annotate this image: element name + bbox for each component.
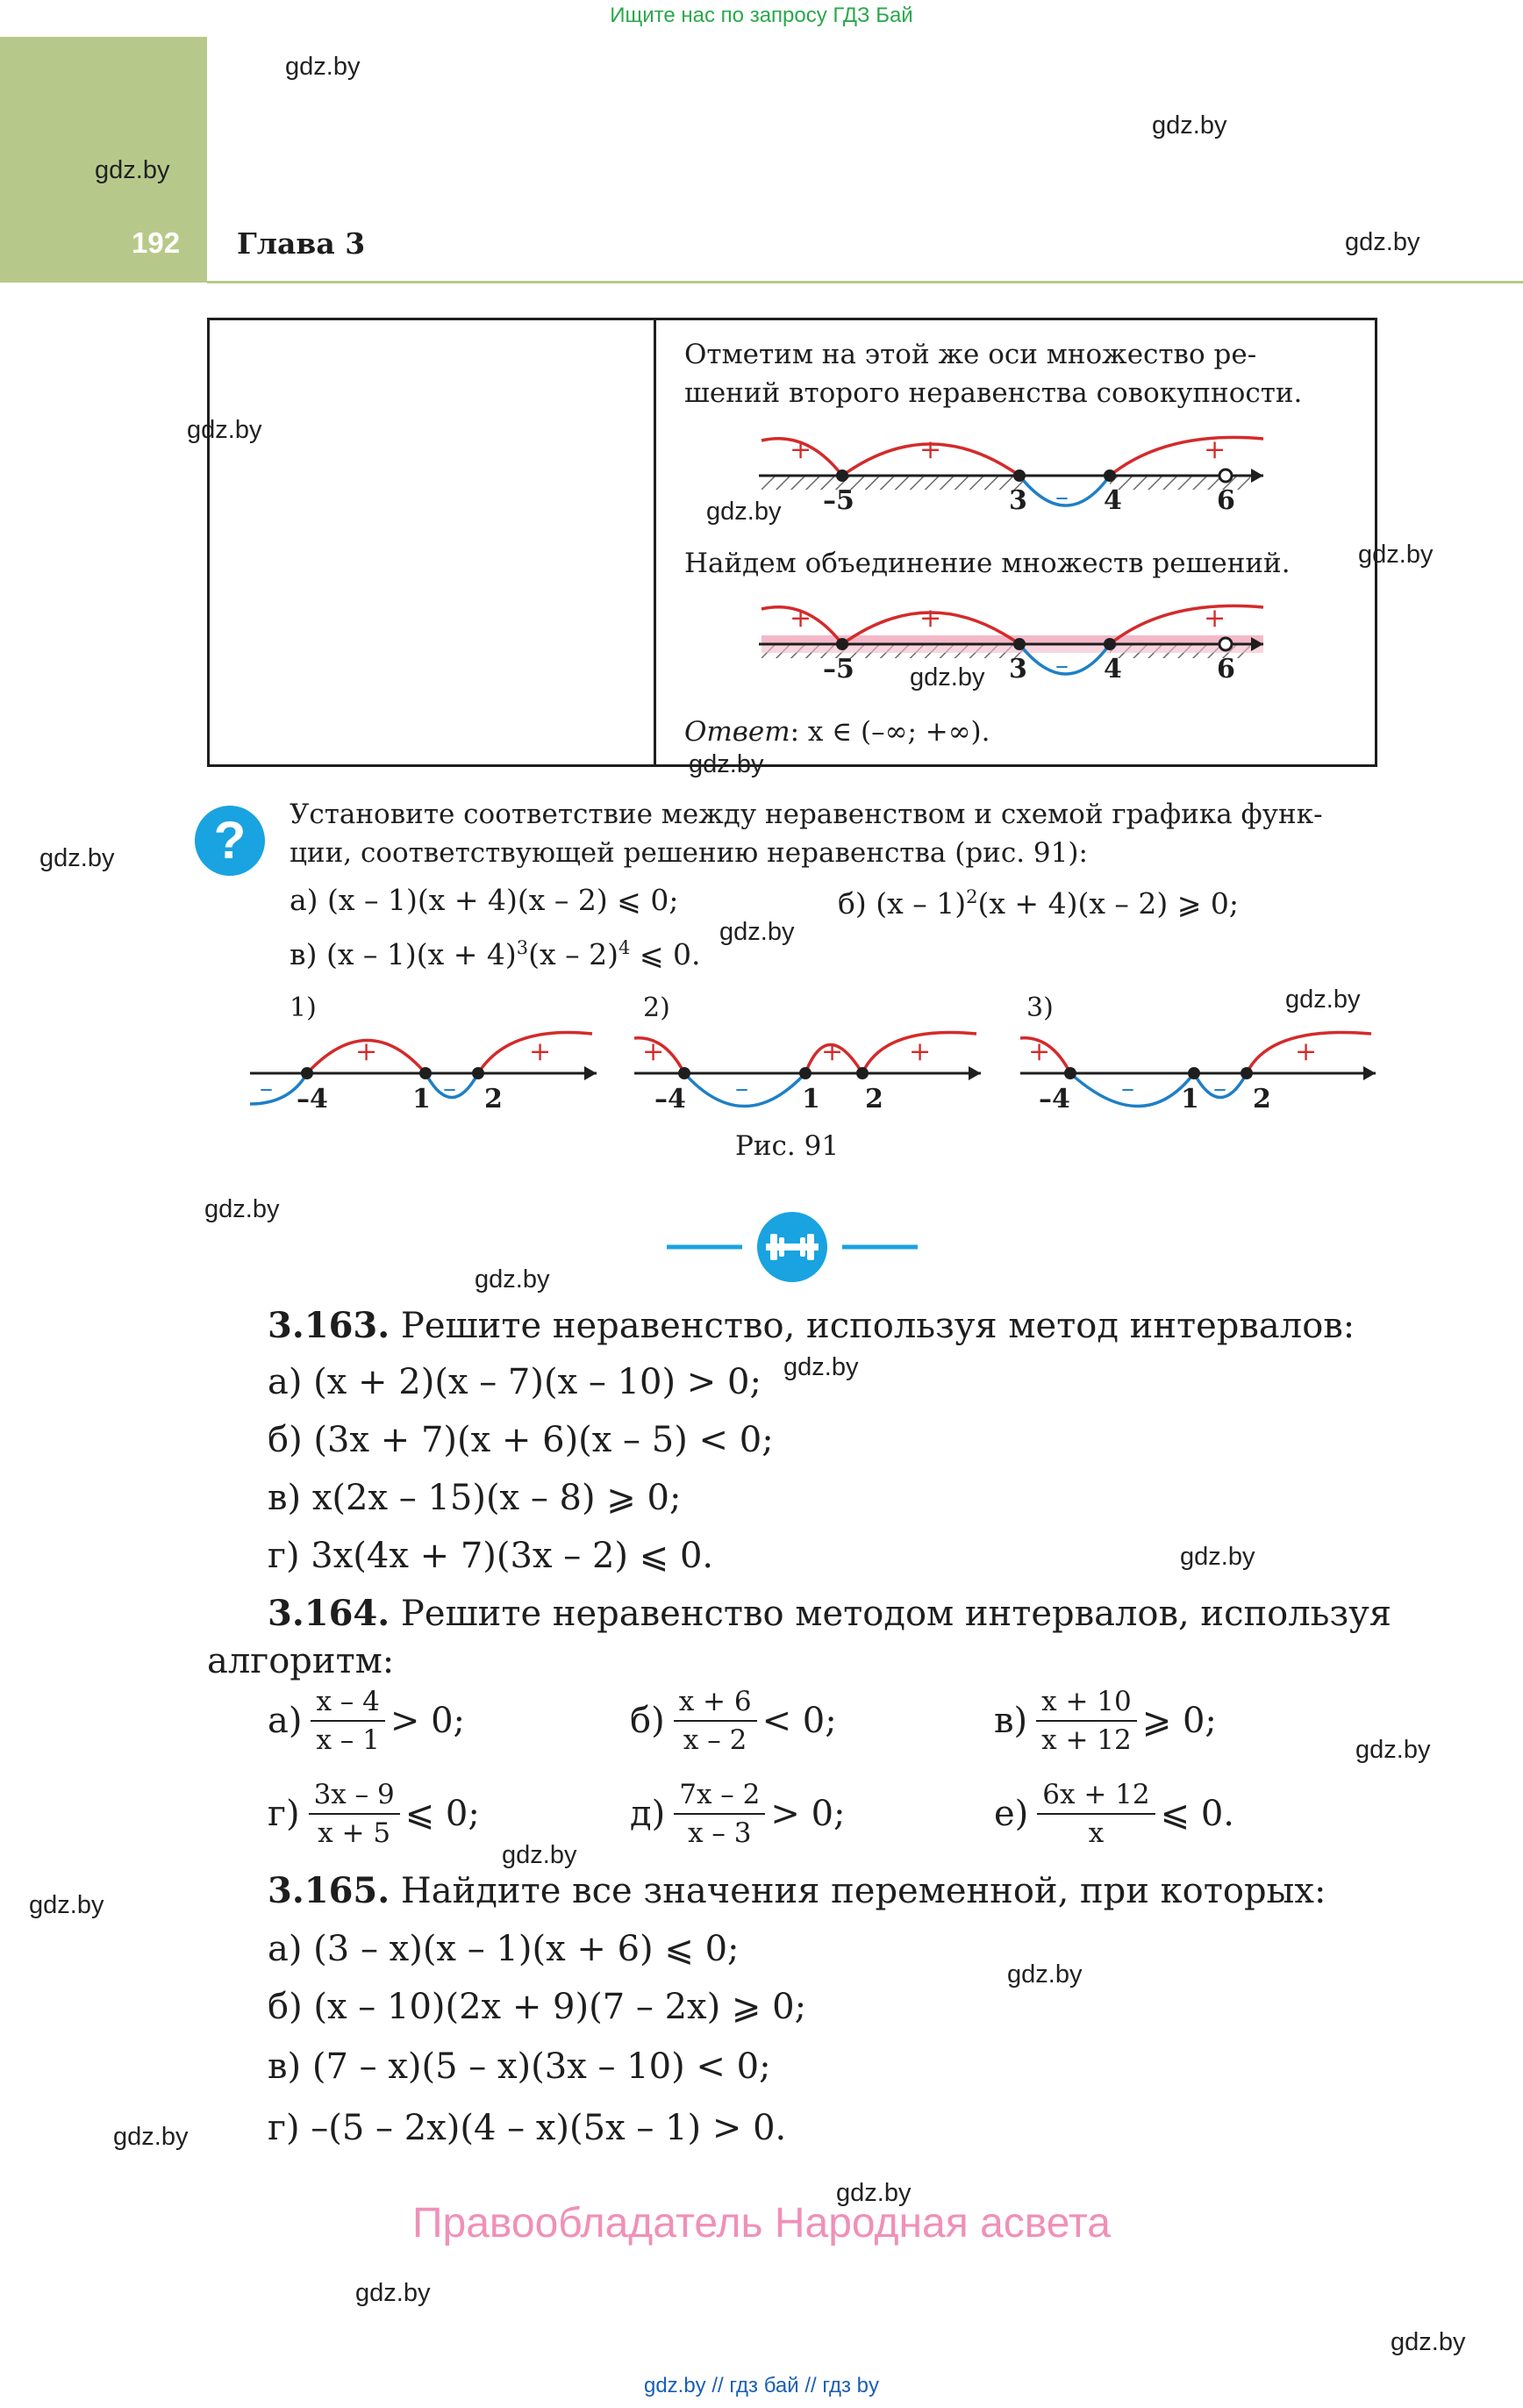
point-label: 4 — [1104, 485, 1122, 516]
point-filled — [1104, 469, 1116, 482]
sign-label: + — [355, 1036, 378, 1067]
sign-label: – — [1213, 1073, 1226, 1104]
point-filled — [836, 469, 848, 482]
fraction-item: а) $\frac{x - 4}{x - 1}$ > 0; — [268, 1683, 465, 1759]
point-hollow — [1219, 638, 1232, 650]
sign-label: + — [1028, 1036, 1051, 1067]
point-filled — [419, 1067, 432, 1079]
answer-value: : x ∈ (–∞; +∞). — [790, 716, 990, 748]
sign-label: – — [443, 1073, 456, 1104]
exercise-item: б) (x – 10)(2x + 9)(7 – 2x) ⩾ 0; — [268, 1987, 807, 2027]
question-line2: ции, соответствующей решению неравенства (рис. 91): — [290, 837, 1088, 869]
watermark: gdz.by — [187, 416, 262, 444]
watermark: gdz.by — [910, 663, 985, 692]
exercise-item: г) 3x(4x + 7)(3x – 2) ⩽ 0. — [268, 1536, 714, 1576]
fraction-item: д) $\frac{7x - 2}{x - 3}$ > 0; — [630, 1776, 846, 1852]
sign-label: + — [642, 1036, 665, 1067]
point-label: 3 — [1009, 654, 1027, 684]
fraction-item: е) $\frac{6x + 12}{x}$ ⩽ 0. — [994, 1776, 1234, 1852]
sign-label: – — [735, 1073, 748, 1104]
sign-label: – — [1055, 482, 1069, 512]
chapter-title: Глава 3 — [237, 226, 366, 261]
watermark: gdz.by — [706, 498, 782, 526]
axis-arrow — [969, 1066, 981, 1080]
answer-label: Ответ — [684, 716, 790, 748]
exercise-item: а) (3 – x)(x – 1)(x + 6) ⩽ 0; — [268, 1929, 740, 1969]
point-filled — [301, 1067, 313, 1079]
point-label: 6 — [1217, 485, 1235, 516]
sign-label: – — [1055, 650, 1069, 681]
point-filled — [678, 1067, 690, 1079]
sign-label: + — [1295, 1036, 1318, 1067]
question-option-a: а) (x – 1)(x + 4)(x – 2) ⩽ 0; — [290, 883, 679, 917]
fraction-item: в) $\frac{x + 10}{x + 12}$ ⩾ 0; — [994, 1683, 1217, 1759]
page-number: 192 — [132, 226, 181, 259]
watermark: gdz.by — [95, 156, 170, 184]
point-filled — [1104, 638, 1116, 650]
sign-label: + — [821, 1036, 844, 1067]
watermark: gdz.by — [719, 918, 795, 946]
sign-label: + — [529, 1036, 552, 1067]
point-label: –5 — [823, 485, 854, 516]
watermark: gdz.by — [836, 2179, 912, 2207]
point-label: 1 — [412, 1084, 431, 1114]
watermark: gdz.by — [204, 1195, 280, 1223]
sign-label: – — [260, 1073, 273, 1104]
point-label: –4 — [1039, 1084, 1070, 1114]
figure-graph-1 — [246, 990, 614, 1130]
copyright-notice: Правообладатель Народная асвета — [412, 2200, 1111, 2247]
number-line-second-set — [754, 421, 1281, 527]
graph-label: 1) — [290, 993, 317, 1023]
watermark: gdz.by — [783, 1353, 859, 1381]
fraction-item: г) $\frac{3x - 9}{x + 5}$ ⩽ 0; — [268, 1776, 480, 1852]
point-label: 2 — [484, 1084, 503, 1114]
point-label: 3 — [1009, 485, 1027, 516]
watermark: gdz.by — [1355, 1736, 1431, 1764]
exercise-3-165-title: 3.165. Найдите все значения переменной, при которых: — [268, 1870, 1326, 1911]
axis-arrow — [1363, 1066, 1376, 1080]
watermark: gdz.by — [29, 1891, 104, 1919]
exercise-item: г) –(5 – 2x)(4 – x)(5x – 1) > 0. — [268, 2108, 787, 2148]
watermark: gdz.by — [502, 1841, 577, 1869]
box-text-line3: Найдем объединение множеств решений. — [684, 548, 1291, 579]
number-line-union — [754, 590, 1281, 695]
point-label: 1 — [1181, 1084, 1199, 1114]
watermark: gdz.by — [1285, 985, 1361, 1014]
question-icon: ? — [195, 806, 265, 876]
watermark: gdz.by — [1358, 541, 1434, 569]
sign-label: + — [919, 603, 942, 634]
graph-label: 3) — [1026, 993, 1054, 1023]
question-line1: Установите соответствие между неравенством и схемой графика функ- — [290, 799, 1323, 830]
exercise-3-164-title-cont: алгоритм: — [207, 1641, 395, 1681]
exercise-item: б) (3x + 7)(x + 6)(x – 5) < 0; — [268, 1420, 774, 1460]
point-hollow — [1219, 469, 1232, 482]
watermark: gdz.by — [1180, 1543, 1255, 1571]
watermark: gdz.by — [475, 1265, 550, 1294]
point-filled — [1013, 469, 1026, 482]
watermark: gdz.by — [39, 844, 115, 872]
question-option-b: б) (x – 1)$^2$(x + 4)(x – 2) ⩾ 0; — [838, 886, 1240, 921]
question-option-v: в) $(x - 1)(x + 4)^3(x - 2)^4$ ⩽ 0. — [290, 937, 701, 971]
figure-graph-2 — [630, 990, 998, 1130]
exercise-item: в) (7 – x)(5 – x)(3x – 10) < 0; — [268, 2046, 771, 2087]
sign-label: + — [1204, 434, 1226, 465]
point-label: –4 — [654, 1084, 686, 1114]
sign-label: + — [1204, 603, 1226, 634]
point-filled — [1241, 1067, 1253, 1079]
exercise-item: в) x(2x – 15)(x – 8) ⩾ 0; — [268, 1478, 682, 1518]
point-filled — [836, 638, 848, 650]
point-label: 4 — [1104, 654, 1122, 684]
point-filled — [799, 1067, 812, 1079]
point-label: 2 — [1253, 1084, 1271, 1114]
axis-arrow — [584, 1066, 597, 1080]
box-text-line1: Отметим на этой же оси множество ре- — [684, 339, 1257, 370]
watermark: gdz.by — [285, 53, 361, 81]
point-filled — [1013, 638, 1026, 650]
sign-label: + — [790, 434, 812, 465]
point-label: –5 — [823, 654, 854, 684]
exercise-item: а) (x + 2)(x – 7)(x – 10) > 0; — [268, 1362, 762, 1402]
point-label: 2 — [865, 1084, 883, 1114]
fraction-item: б) $\frac{x + 6}{x - 2}$ < 0; — [630, 1683, 837, 1759]
point-label: 6 — [1217, 654, 1235, 684]
sign-label: – — [1121, 1073, 1134, 1104]
sign-label: + — [919, 434, 942, 465]
box-text-line2: шений второго неравенства совокупности. — [684, 377, 1303, 409]
watermark: gdz.by — [689, 750, 764, 778]
table-column-divider — [654, 318, 656, 767]
watermark: gdz.by — [1007, 1960, 1083, 1989]
point-label: –4 — [297, 1084, 328, 1114]
dumbbell-icon — [757, 1212, 827, 1282]
point-filled — [1188, 1067, 1200, 1079]
point-filled — [1064, 1067, 1076, 1079]
exercise-3-164-title: 3.164. Решите неравенство методом интервалов, используя — [268, 1593, 1391, 1634]
point-filled — [472, 1067, 484, 1079]
answer-line — [684, 713, 990, 751]
figure-caption: Рис. 91 — [735, 1130, 840, 1162]
sign-label: + — [790, 603, 812, 634]
hatched-region — [762, 476, 1025, 490]
point-label: 1 — [802, 1084, 820, 1114]
watermark: gdz.by — [1152, 111, 1227, 140]
header-divider — [207, 281, 1523, 283]
graph-label: 2) — [643, 993, 670, 1023]
watermark: gdz.by — [1391, 2328, 1466, 2356]
sign-label: + — [909, 1036, 932, 1067]
watermark: gdz.by — [1345, 228, 1420, 256]
watermark: gdz.by — [355, 2279, 431, 2307]
top-note: Ищите нас по запросу ГДЗ Бай — [610, 4, 913, 27]
exercise-divider — [667, 1211, 921, 1283]
figure-graph-3 — [1016, 990, 1384, 1130]
sign-curve-plus — [1110, 437, 1263, 476]
footer-links: gdz.by // гдз бай // гдз by — [643, 2374, 880, 2397]
axis-arrow — [1251, 469, 1263, 483]
point-filled — [856, 1067, 869, 1079]
watermark: gdz.by — [113, 2123, 189, 2151]
exercise-3-163-title: 3.163. Решите неравенство, используя метод интервалов: — [268, 1305, 1355, 1346]
